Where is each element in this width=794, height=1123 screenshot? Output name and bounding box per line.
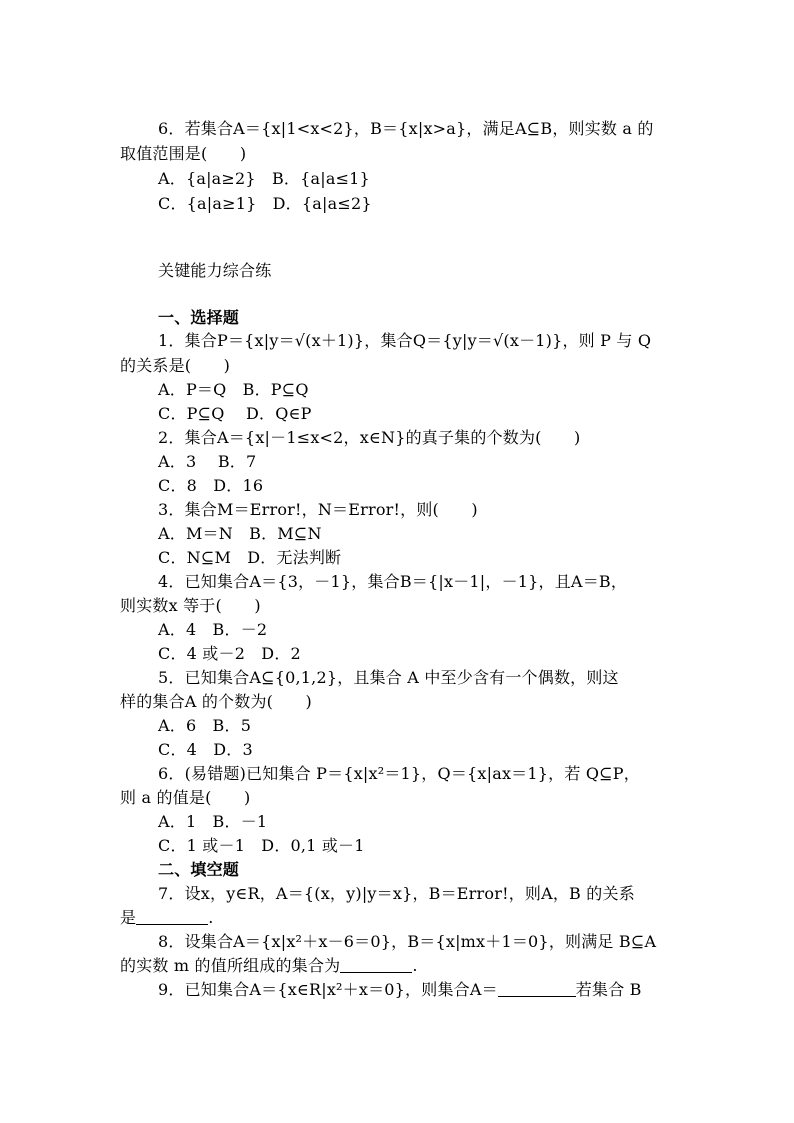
q6-stem-line2: 取值范围是( ) <box>120 144 247 163</box>
part-one-heading: 一、选择题 <box>158 308 240 327</box>
q6b-options-cd: C．1 或－1 D．0,1 或－1 <box>158 836 365 855</box>
q8-stem-line2 <box>120 955 680 977</box>
q4-stem-line2: 则实数x 等于( ) <box>120 596 261 615</box>
q7-stem-line2 <box>120 907 680 929</box>
section-title: 关键能力综合练 <box>158 261 272 280</box>
q3-stem: 3．集合M＝Error!，N＝Error!，则( ) <box>158 500 478 519</box>
q1-options-cd: C．P⊆Q D．Q∈P <box>158 404 312 423</box>
q7-period: . <box>208 908 214 927</box>
q7-prefix: 是 <box>120 908 137 927</box>
q9-suffix: 若集合 B <box>575 980 642 999</box>
q9-answer-blank[interactable] <box>498 980 576 997</box>
q9-prefix: 9．已知集合A＝{x∈R|x²＋x＝0}，则集合A＝ <box>158 980 498 999</box>
q7-answer-blank[interactable] <box>136 908 208 925</box>
q2-options-ab: A．3 B．7 <box>158 452 257 471</box>
q6b-stem-line1: 6．(易错题)已知集合 P＝{x|x²＝1}，Q＝{x|ax＝1}，若 Q⊆P， <box>158 764 640 783</box>
q2-stem: 2．集合A＝{x|－1≤x<2，x∈N}的真子集的个数为( ) <box>158 428 581 447</box>
q3-options-ab: A．M＝N B．M⊆N <box>158 524 322 543</box>
q6b-options-ab: A．1 B．－1 <box>158 812 268 831</box>
q4-options-cd: C．4 或－2 D．2 <box>158 644 301 663</box>
q6b-stem-line2: 则 a 的值是( ) <box>120 788 251 807</box>
q8-stem-line1: 8．设集合A＝{x|x²＋x－6＝0}，B＝{x|mx＋1＝0}，则满足 B⊆A <box>158 932 657 951</box>
q1-stem-line2: 的关系是( ) <box>120 356 231 375</box>
q9-stem-line1 <box>158 979 718 1001</box>
q5-options-ab: A．6 B．5 <box>158 716 252 735</box>
q4-options-ab: A．4 B．－2 <box>158 620 268 639</box>
q5-options-cd: C．4 D．3 <box>158 740 253 759</box>
q8-period: . <box>412 956 418 975</box>
part-two-heading: 二、填空题 <box>158 860 240 879</box>
q8-answer-blank[interactable] <box>340 956 412 973</box>
q6-options-cd: C．{a|a≥1} D．{a|a≤2} <box>158 194 372 213</box>
q3-options-cd: C．N⊆M D．无法判断 <box>158 548 342 567</box>
q7-stem-line1: 7．设x，y∈R，A＝{(x，y)|y＝x}，B＝Error!，则A，B 的关系 <box>158 884 635 903</box>
q6-stem-line1: 6．若集合A＝{x|1<x<2}，B＝{x|x>a}，满足A⊆B，则实数 a 的 <box>158 119 654 138</box>
q5-stem-line1: 5．已知集合A⊆{0,1,2}，且集合 A 中至少含有一个偶数，则这 <box>158 668 619 687</box>
q6-options-ab: A．{a|a≥2} B．{a|a≤1} <box>158 169 370 188</box>
q1-stem-line1: 1．集合P＝{x|y＝√(x＋1)}，集合Q＝{y|y＝√(x－1)}，则 P 与 Q <box>158 331 652 350</box>
q8-prefix: 的实数 m 的值所组成的集合为 <box>120 956 341 975</box>
q2-options-cd: C．8 D．16 <box>158 476 264 495</box>
q5-stem-line2: 样的集合A 的个数为( ) <box>120 692 312 711</box>
q1-options-ab: A．P＝Q B．P⊆Q <box>158 380 309 399</box>
q4-stem-line1: 4．已知集合A＝{3，－1}，集合B＝{|x－1|，－1}，且A＝B， <box>158 572 628 591</box>
